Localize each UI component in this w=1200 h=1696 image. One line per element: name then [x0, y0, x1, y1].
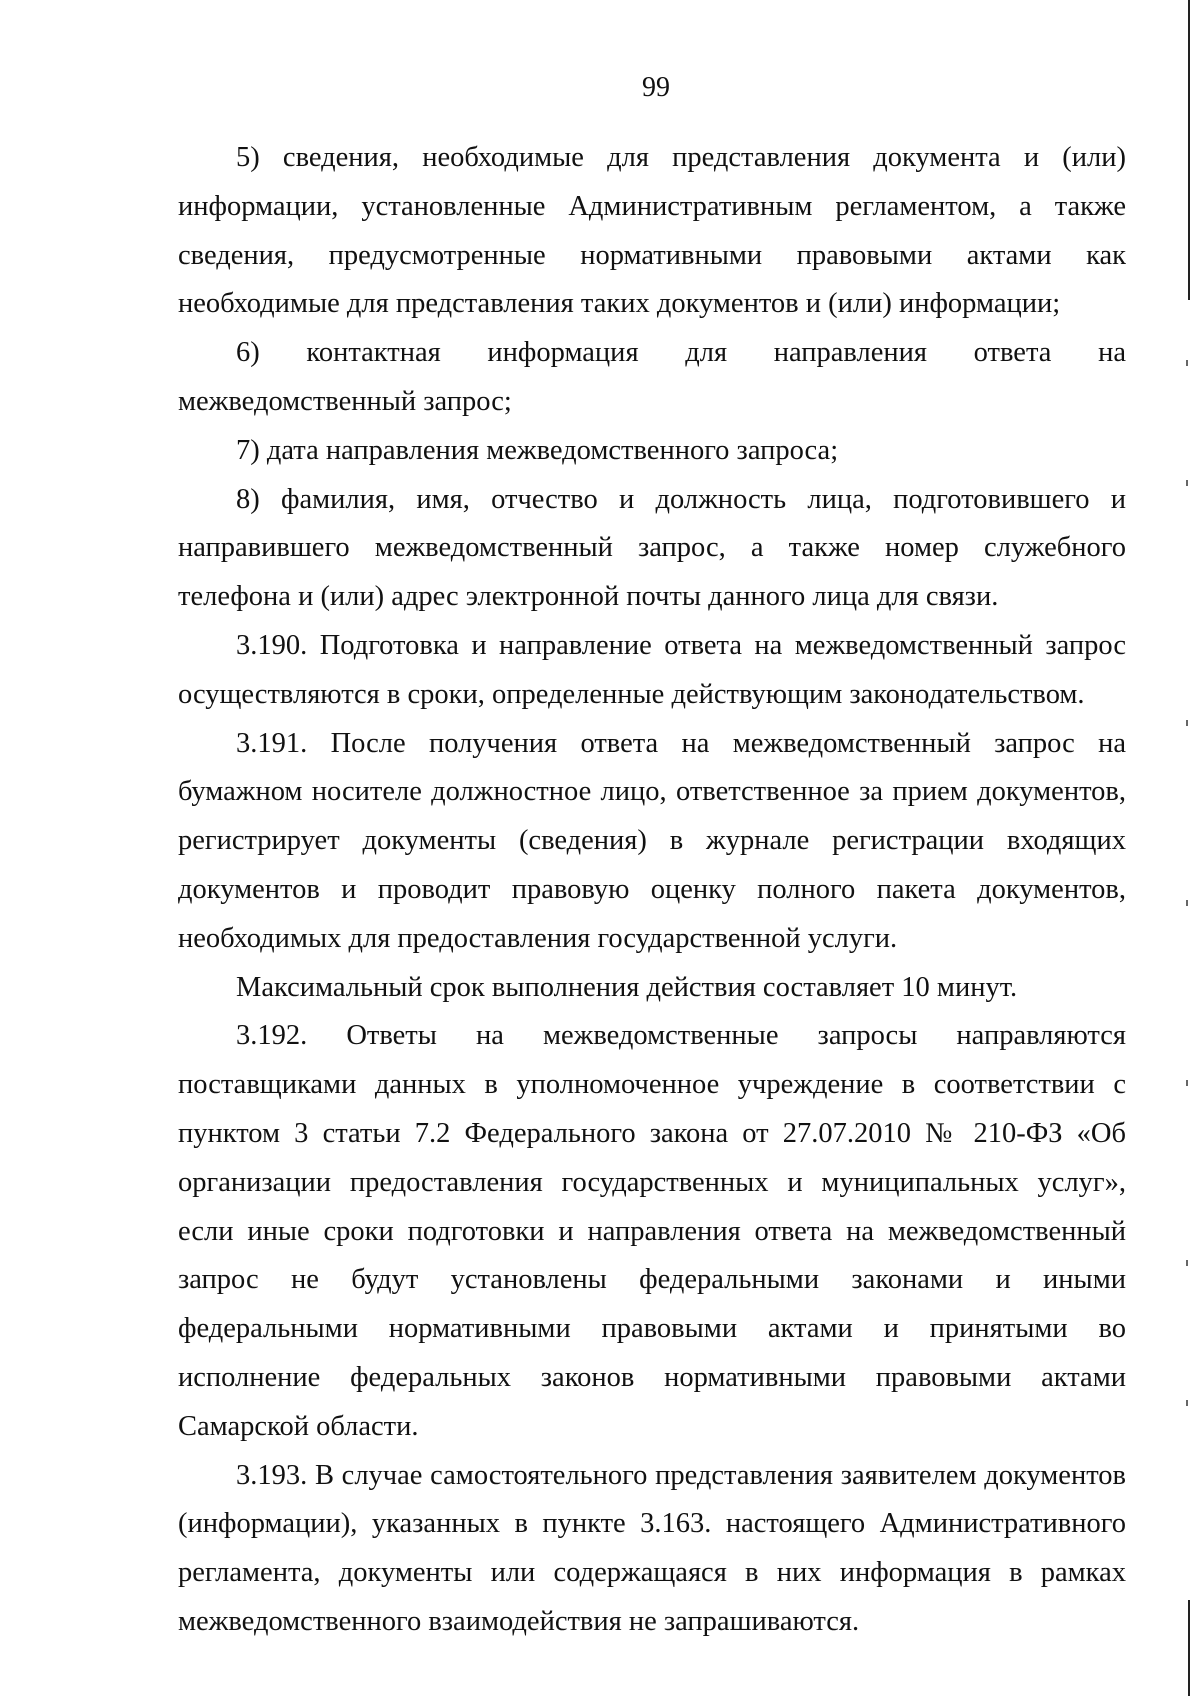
- paragraph-max-duration: Максимальный срок выполнения действия составляет 10 минут.: [236, 971, 1018, 1003]
- paragraph-3-193: 3.193. В случае самостоятельного представления заявителем документов (информации), указанных в пункте 3.163. настоящего Административного регламента, документы или содержащаяся в них информация в рамках межведомственного взаимодействия не запрашиваются.: [178, 1459, 1126, 1637]
- scan-edge-line-top: [1188, 0, 1190, 300]
- scan-edge-mark: [1186, 1080, 1188, 1086]
- scan-edge-mark: [1186, 480, 1188, 486]
- scan-edge-line-bottom: [1188, 1600, 1190, 1696]
- paragraph-item-7: 7) дата направления межведомственного запроса;: [236, 434, 839, 466]
- scan-edge-mark: [1186, 900, 1188, 906]
- scan-edge-mark: [1186, 1260, 1188, 1266]
- paragraph-item-8: 8) фамилия, имя, отчество и должность лица, подготовившего и направившего межведомственный запрос, а также номер служебного телефона и (или) адрес электронной почты данного лица для связи.: [178, 483, 1126, 613]
- scan-edge-mark: [1186, 720, 1188, 726]
- scan-edge-mark: [1186, 1400, 1188, 1406]
- paragraph-3-192: 3.192. Ответы на межведомственные запросы направляются поставщиками данных в уполномоченное учреждение в соответствии с пунктом 3 статьи 7.2 Федерального закона от 27.07.2010 № 210-ФЗ «Об организации предоставления государственных и муниципальных услуг», если иные сроки подготовки и направления ответа на межведомственный запрос не будут установлены федеральными законами и иными федеральными нормативными правовыми актами и принятыми во исполнение федеральных законов нормативными правовыми актами Самарской области.: [178, 1020, 1126, 1442]
- page-number: 99: [642, 72, 670, 103]
- document-body: [178, 134, 1126, 1647]
- scan-edge-mark: [1186, 360, 1188, 366]
- paragraph-3-190: 3.190. Подготовка и направление ответа на межведомственный запрос осуществляются в сроки, определенные действующим законодательством.: [178, 629, 1126, 710]
- paragraph-item-6: 6) контактная информация для направления ответа на межведомственный запрос;: [178, 337, 1126, 417]
- paragraph-item-5: 5) сведения, необходимые для представления документа и (или) информации, установленные Административным регламентом, а также сведения, предусмотренные нормативными правовыми актами как необходимые для представления таких документов и (или) информации;: [178, 142, 1126, 320]
- paragraph-3-191: 3.191. После получения ответа на межведомственный запрос на бумажном носителе должностное лицо, ответственное за прием документов, регистрирует документы (сведения) в журнале регистрации входящих документов и проводит правовую оценку полного пакета документов, необходимых для предоставления государственной услуги.: [178, 727, 1126, 954]
